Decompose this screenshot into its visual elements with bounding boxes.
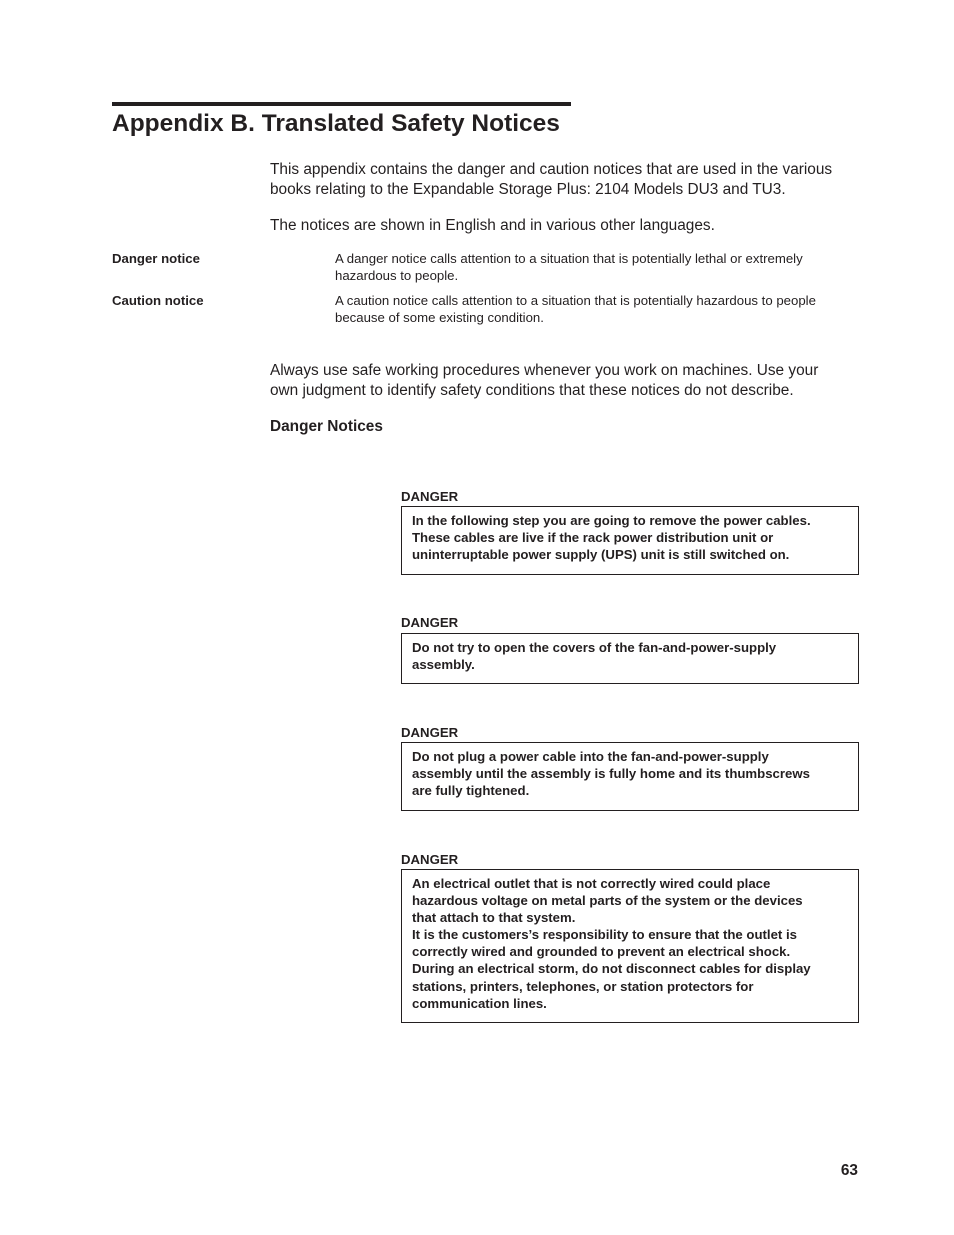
danger-notice-box <box>401 869 859 1023</box>
danger-label: DANGER <box>401 489 459 504</box>
notice-line: stations, printers, telephones, or station protectors for <box>412 978 754 994</box>
danger-label: DANGER <box>401 852 459 867</box>
danger-notice-box <box>401 742 859 811</box>
notice-line: communication lines. <box>412 995 547 1011</box>
notice-line: These cables are live if the rack power distribution unit or <box>412 530 774 546</box>
notice-line: are fully tightened. <box>412 783 530 799</box>
title-rule <box>112 102 571 106</box>
notice-line: uninterruptable power supply (UPS) unit is still switched on. <box>412 547 790 563</box>
notice-line: that attach to that system. <box>412 910 576 926</box>
caution-notice-description: A caution notice calls attention to a situation that is potentially hazardous to people because of some existing condition. <box>335 293 816 325</box>
notice-line: hazardous voltage on metal parts of the system or the devices <box>412 893 803 909</box>
notice-line: assembly until the assembly is fully home and its thumbscrews <box>412 766 810 782</box>
notice-line: correctly wired and grounded to prevent an electrical shock. <box>412 944 791 960</box>
notice-line: It is the customers’s responsibility to ensure that the outlet is <box>412 927 797 943</box>
notice-line: Do not try to open the covers of the fan-and-power-supply <box>412 640 777 655</box>
intro-line: This appendix contains the danger and caution notices that are used in the various <box>270 161 833 178</box>
danger-label: DANGER <box>401 725 459 740</box>
intro-line: books relating to the Expandable Storage Plus: 2104 Models DU3 and TU3. <box>270 180 786 198</box>
languages-paragraph: The notices are shown in English and in various other languages. <box>270 217 715 234</box>
danger-notices-heading: Danger Notices <box>270 418 383 435</box>
danger-notice-description: A danger notice calls attention to a situation that is potentially lethal or extremely hazardous to people. <box>335 251 803 283</box>
page-title: Appendix B. Translated Safety Notices <box>112 110 560 137</box>
intro-paragraph <box>270 160 860 199</box>
page-number: 63 <box>840 1162 858 1179</box>
notice-line: assembly. <box>412 657 475 673</box>
notice-line: In the following step you are going to remove the power cables. <box>412 513 811 528</box>
notice-line: Do not plug a power cable into the fan-and-power-supply <box>412 749 769 764</box>
caution-notice-term: Caution notice <box>112 293 204 308</box>
danger-notice-box <box>401 506 859 575</box>
notice-line: An electrical outlet that is not correctly wired could place <box>412 876 771 891</box>
guidance-paragraph: Always use safe working procedures whenever you work on machines. Use your own judgment to identify safety conditions that these notices do not describe. <box>270 362 819 399</box>
danger-notice-term: Danger notice <box>112 251 200 266</box>
danger-notice-box <box>401 633 859 684</box>
notice-line: During an electrical storm, do not disconnect cables for display <box>412 961 811 977</box>
danger-label: DANGER <box>401 615 459 630</box>
